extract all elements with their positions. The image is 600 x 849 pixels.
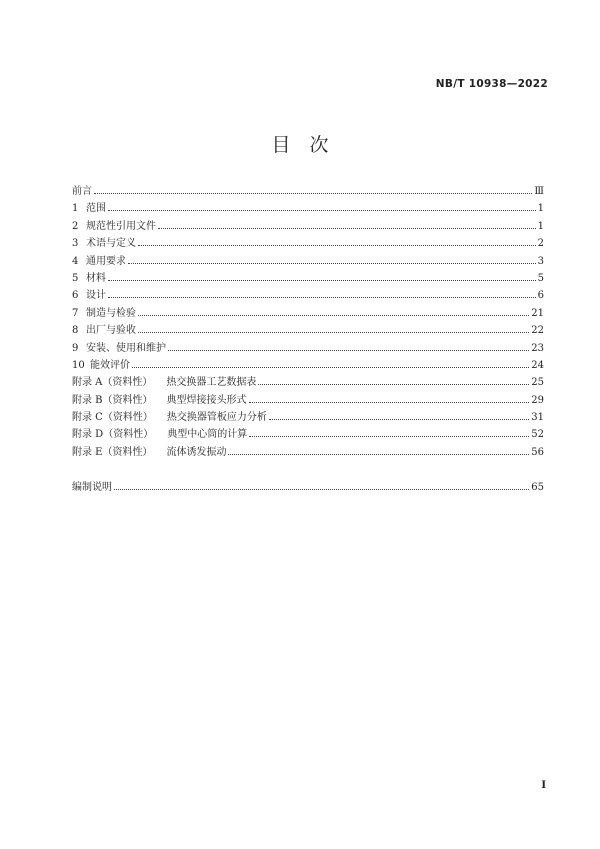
- dot-leader: [114, 481, 529, 490]
- toc-entry-8[interactable]: [72, 321, 544, 338]
- toc-number: 8: [72, 325, 79, 337]
- page-number: I: [541, 780, 546, 791]
- toc-number: 9: [72, 342, 79, 354]
- toc-number: 1: [72, 203, 79, 215]
- toc-page: 1: [537, 220, 544, 232]
- toc-appendix-c[interactable]: [72, 408, 544, 425]
- toc-entry-foreword[interactable]: [72, 182, 544, 199]
- toc-label: 安装、使用和维护: [86, 342, 166, 354]
- dot-leader: [249, 394, 530, 403]
- toc-entry-explanation[interactable]: [72, 478, 544, 495]
- appendix-prefix: 附录 C（资料性）: [72, 412, 153, 424]
- toc-page: Ⅲ: [534, 186, 544, 197]
- appendix-prefix: 附录 A（资料性）: [72, 377, 153, 389]
- toc-label: 术语与定义: [86, 238, 136, 250]
- toc-label: 制造与检验: [86, 307, 136, 319]
- dot-leader: [168, 342, 529, 351]
- toc-entry-4[interactable]: [72, 252, 544, 269]
- toc-appendix-e[interactable]: [72, 443, 544, 460]
- toc-entry-9[interactable]: [72, 339, 544, 356]
- dot-leader: [108, 202, 536, 211]
- toc-number: 5: [72, 272, 79, 284]
- toc-label: 规范性引用文件: [86, 220, 156, 232]
- toc-number: 7: [72, 307, 79, 319]
- toc-page: 25: [531, 377, 544, 389]
- dot-leader: [132, 359, 529, 368]
- table-of-contents: [72, 182, 544, 496]
- toc-page: 65: [531, 482, 544, 494]
- toc-page: 31: [531, 412, 544, 424]
- toc-label: 通用要求: [86, 255, 126, 267]
- toc-label: 能效评价: [90, 359, 130, 371]
- appendix-prefix: 附录 E（资料性）: [72, 446, 153, 458]
- toc-page: 5: [537, 272, 544, 284]
- dot-leader: [108, 289, 536, 298]
- dot-leader: [128, 255, 536, 264]
- toc-appendix-a[interactable]: [72, 373, 544, 390]
- toc-page: 1: [537, 203, 544, 215]
- dot-leader: [258, 376, 529, 385]
- appendix-prefix: 附录 B（资料性）: [72, 394, 153, 406]
- toc-page: 6: [537, 290, 544, 302]
- appendix-title: 热交换器工艺数据表: [166, 377, 257, 389]
- toc-entry-7[interactable]: [72, 304, 544, 321]
- toc-number: 10: [72, 359, 85, 371]
- toc-label: 设计: [86, 290, 106, 302]
- toc-page: 21: [531, 307, 544, 319]
- appendix-title: 典型中心筒的计算: [167, 429, 248, 441]
- toc-page: 29: [531, 394, 544, 406]
- toc-entry-3[interactable]: [72, 234, 544, 251]
- toc-label: 出厂与验收: [86, 325, 136, 337]
- dot-leader: [138, 324, 529, 333]
- toc-entry-5[interactable]: [72, 269, 544, 286]
- toc-appendix-d[interactable]: [72, 425, 544, 442]
- toc-label: 范围: [86, 203, 106, 215]
- toc-page: 52: [531, 429, 544, 441]
- toc-entry-10[interactable]: [72, 356, 544, 373]
- appendix-prefix: 附录 D（资料性）: [72, 429, 154, 441]
- toc-entry-6[interactable]: [72, 286, 544, 303]
- appendix-title: 热交换器管板应力分析: [166, 412, 267, 424]
- dot-leader: [138, 307, 529, 316]
- dot-leader: [138, 237, 536, 246]
- toc-page: 3: [537, 255, 544, 267]
- toc-label: 编制说明: [72, 482, 112, 494]
- toc-appendix-b[interactable]: [72, 391, 544, 408]
- toc-label: 前言: [72, 186, 92, 197]
- toc-page: 23: [531, 342, 544, 354]
- toc-number: 4: [72, 255, 79, 267]
- toc-entry-2[interactable]: [72, 217, 544, 234]
- appendix-title: 典型焊接接头形式: [166, 394, 247, 406]
- toc-label: 材料: [86, 272, 106, 284]
- standard-number: NB/T 10938—2022: [435, 78, 548, 90]
- dot-leader: [108, 272, 536, 281]
- dot-leader: [249, 428, 529, 437]
- toc-number: 2: [72, 220, 79, 232]
- page-title: 目 次: [271, 134, 329, 156]
- toc-page: 24: [531, 359, 544, 371]
- appendix-title: 流体诱发振动: [166, 446, 227, 458]
- toc-number: 3: [72, 238, 79, 250]
- toc-entry-1[interactable]: [72, 199, 544, 216]
- dot-leader: [94, 185, 532, 194]
- dot-leader: [158, 220, 536, 229]
- dot-leader: [269, 411, 529, 420]
- dot-leader: [228, 446, 529, 455]
- toc-number: 6: [72, 290, 79, 302]
- toc-page: 56: [531, 446, 544, 458]
- toc-page: 2: [537, 238, 544, 250]
- toc-page: 22: [531, 325, 544, 337]
